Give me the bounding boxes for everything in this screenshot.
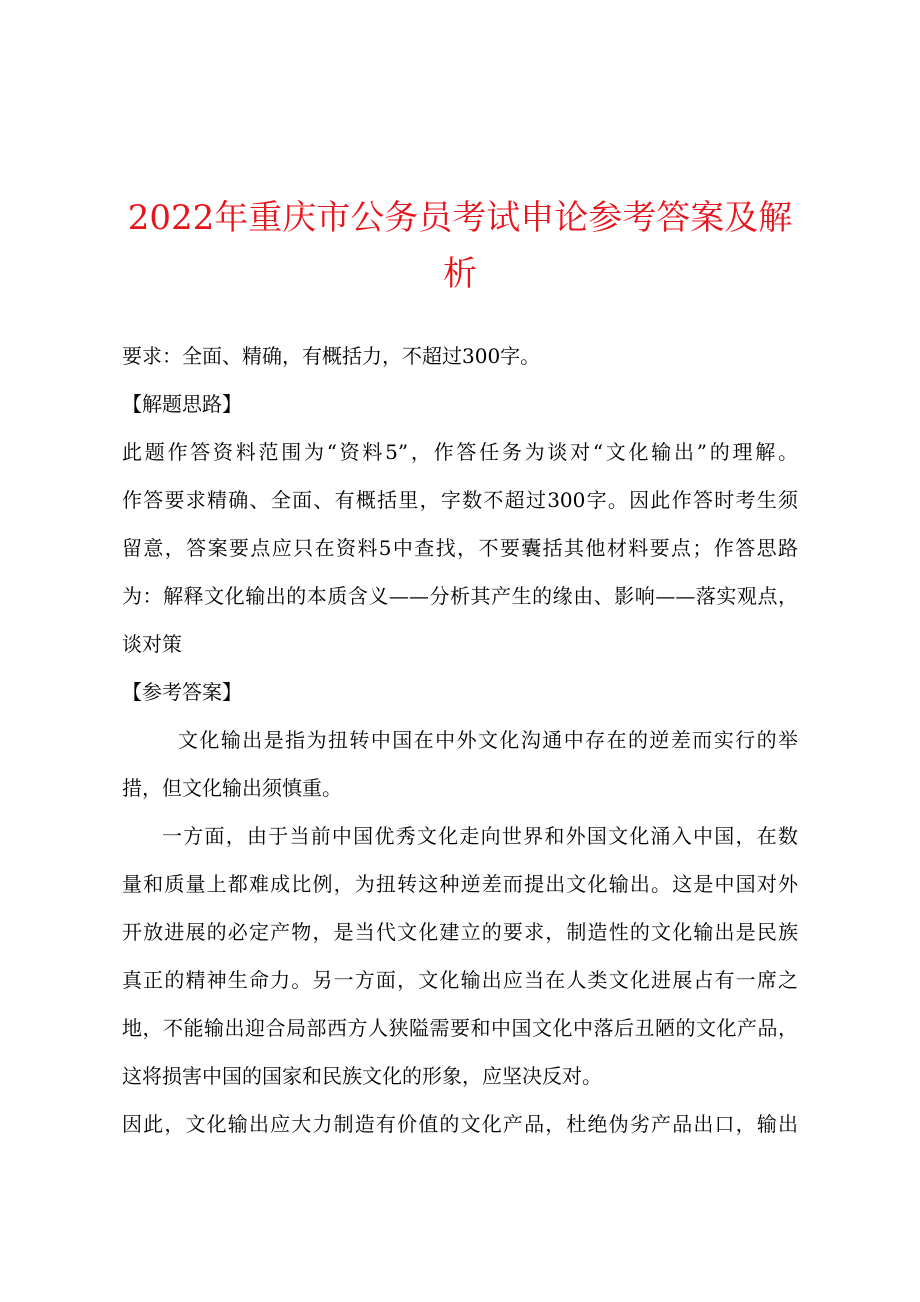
answer-heading: 【参考答案】 bbox=[122, 680, 242, 704]
requirement-text: 要求：全面、精确，有概括力，不超过300字。 bbox=[122, 344, 541, 368]
answer-line: 真正的精神生命力。另一方面，文化输出应当在人类文化进展占有一席之 bbox=[122, 968, 798, 992]
analysis-line: 作答要求精确、全面、有概括里，字数不超过300字。因此作答时考生须 bbox=[122, 488, 798, 512]
answer-line: 文化输出是指为扭转中国在中外文化沟通中存在的逆差而实行的举 bbox=[178, 728, 798, 752]
analysis-heading: 【解题思路】 bbox=[122, 392, 242, 416]
title-line-2: 析 bbox=[443, 254, 477, 294]
answer-line: 开放进展的必定产物，是当代文化建立的要求，制造性的文化输出是民族 bbox=[122, 920, 798, 944]
answer-line: 这将损害中国的国家和民族文化的形象，应坚决反对。 bbox=[122, 1064, 602, 1088]
answer-line: 一方面，由于当前中国优秀文化走向世界和外国文化涌入中国，在数 bbox=[162, 824, 798, 848]
answer-line: 因此，文化输出应大力制造有价值的文化产品，杜绝伪劣产品出口，输出 bbox=[122, 1112, 798, 1136]
answer-line: 措，但文化输出须慎重。 bbox=[122, 776, 342, 800]
analysis-line: 为：解释文化输出的本质含义——分析其产生的缘由、影响——落实观点， bbox=[122, 584, 798, 608]
answer-line: 量和质量上都难成比例，为扭转这种逆差而提出文化输出。这是中国对外 bbox=[122, 872, 798, 896]
analysis-line: 留意，答案要点应只在资料5中查找，不要囊括其他材料要点；作答思路 bbox=[122, 536, 798, 560]
analysis-line: 谈对策 bbox=[122, 632, 182, 656]
analysis-line: 此题作答资料范围为“资料5”，作答任务为谈对“文化输出”的理解。 bbox=[122, 440, 798, 464]
answer-line: 地，不能输出迎合局部西方人狭隘需要和中国文化中落后丑陋的文化产品， bbox=[122, 1016, 798, 1040]
title-line-1: 2022年重庆市公务员考试申论参考答案及解 bbox=[127, 198, 793, 238]
document-title bbox=[100, 190, 820, 302]
